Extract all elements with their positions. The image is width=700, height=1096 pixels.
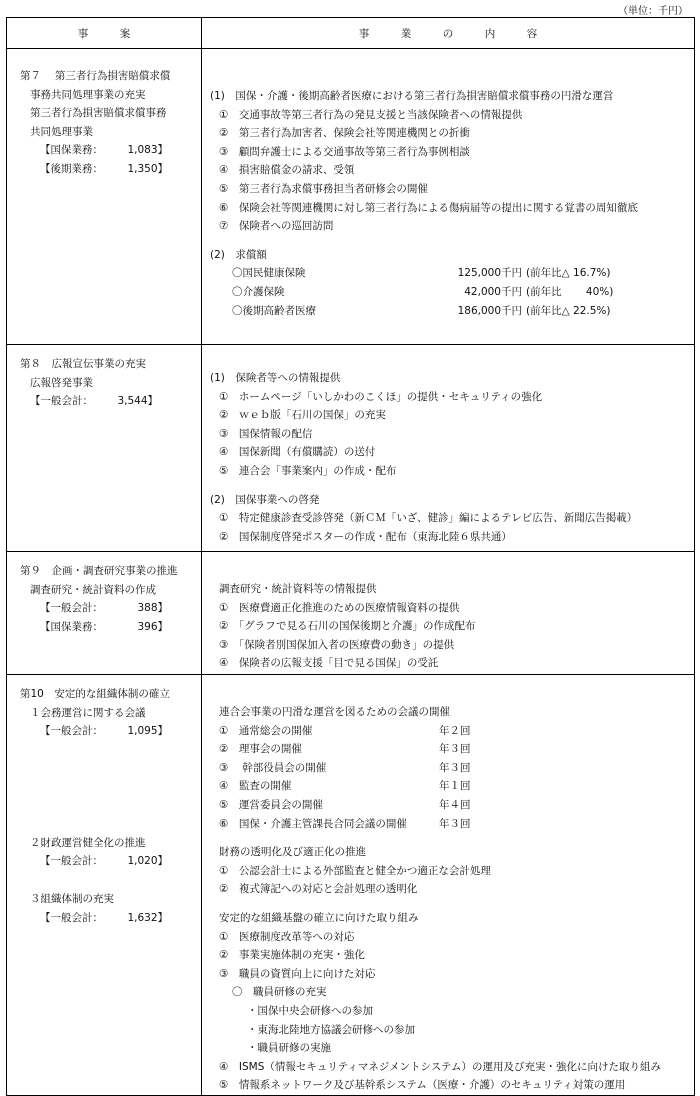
list-item: ④ 損害賠償金の請求、受領 <box>219 164 355 177</box>
meeting-row: ① 通常総会の開催 年２回 <box>219 724 471 737</box>
sub-title: ３組織体制の充実 <box>30 892 114 905</box>
case-title: 第７ 第三者行為損害賠償求償 <box>20 70 171 82</box>
list-item: ① 医療制度改革等への対応 <box>219 930 355 943</box>
case-cell-9 <box>7 552 202 675</box>
budget-line: 【国保業務： 396】 <box>40 620 168 633</box>
list-item: ① 医療費適正化推進のための医療情報資料の提供 <box>219 601 460 614</box>
list-item: ② 「グラフで見る石川の国保後期と介護」の作成配布 <box>219 620 476 633</box>
case-project: 共同処理事業 <box>30 125 93 138</box>
collection-row: 〇介護保険 42,000千円 (前年比 40%) <box>232 285 614 298</box>
list-item: ① 公認会計士による外部監査と健全かつ適正な会計処理 <box>219 864 491 877</box>
case-cell-8 <box>7 345 202 552</box>
content-heading: (2) 求償額 <box>210 248 267 261</box>
list-item: ② 事業実施体制の充実・強化 <box>219 949 365 962</box>
list-item: ⑤ 情報系ネットワーク及び基幹系システム（医療・介護）のセキュリティ対策の運用 <box>219 1079 626 1092</box>
list-item: ④ 国保新聞（有償購読）の送付 <box>219 446 376 459</box>
case-title: 第９ 企画・調査研究事業の推進 <box>20 565 178 577</box>
content-heading: 調査研究・統計資料等の情報提供 <box>219 583 377 595</box>
list-item: ④ ISMS（情報セキュリティマネジメントシステム）の運用及び充実・強化に向けた取り組み <box>219 1060 661 1073</box>
list-item: ⑦ 保険者への巡回訪問 <box>219 220 334 233</box>
header-case: 事 案 <box>7 18 202 49</box>
list-item: ③ 顧問弁護士による交通事故等第三者行為事例相談 <box>219 145 470 158</box>
list-item: ⑥ 保険会社等関連機関に対し第三者行為による傷病届等の提出に関する覚書の周知徹底 <box>219 201 638 214</box>
list-item: ① 交通事故等第三者行為の発見支援と当該保険者への情報提供 <box>219 108 523 121</box>
training-item: ・職員研修の実施 <box>247 1042 331 1055</box>
training-item: ・東海北陸地方協議会研修への参加 <box>247 1023 415 1036</box>
case-project: 調査研究・統計資料の作成 <box>30 583 156 596</box>
list-item: ③ 「保険者別国保加入者の医療費の動き」の提供 <box>219 638 455 651</box>
content-cell-8 <box>202 345 695 552</box>
list-item: ⑤ 第三者行為求償事務担当者研修会の開催 <box>219 182 428 195</box>
case-project: 第三者行為損害賠償求償事務 <box>30 107 167 120</box>
meeting-row: ③ 幹部役員会の開催 年３回 <box>219 761 471 774</box>
meeting-row: ④ 監査の開催 年１回 <box>219 780 471 793</box>
budget-line: 【一般会計： 3,544】 <box>30 395 158 408</box>
list-item: ① 特定健康診査受診啓発（新ＣＭ「いざ、健診」編によるテレビ広告、新聞広告掲載） <box>219 512 638 525</box>
meeting-row: ⑥ 国保・介護主管課長合同会議の開催 年３回 <box>219 817 471 830</box>
budget-line: 【後期業務： 1,350】 <box>40 162 168 175</box>
collection-row: 〇国民健康保険 125,000千円 (前年比△ 16.7%) <box>232 267 611 280</box>
list-item: ② 国保制度啓発ポスターの作成・配布（東海北陸６県共通） <box>219 530 512 543</box>
list-item: ① ホームページ「いしかわのこくほ」の提供・セキュリティの強化 <box>219 390 543 403</box>
sub-title: ２財政運営健全化の推進 <box>30 836 146 849</box>
meeting-row: ⑤ 運営委員会の開催 年４回 <box>219 798 471 811</box>
training-heading: 〇 職員研修の充実 <box>232 986 327 999</box>
case-project: 広報啓発事業 <box>30 376 93 389</box>
budget-line: 【一般会計： 1,632】 <box>40 911 168 924</box>
content-heading: (1) 国保・介護・後期高齢者医療における第三者行為損害賠償求償事務の円滑な運営 <box>210 90 614 102</box>
list-item: ② 複式簿記への対応と会計処理の透明化 <box>219 883 418 896</box>
case-title: 第８ 広報宣伝事業の充実 <box>20 358 146 370</box>
case-cell-10 <box>7 675 202 1096</box>
budget-line: 【一般会計： 1,020】 <box>40 855 168 868</box>
budget-line: 【一般会計： 388】 <box>40 602 168 615</box>
header-content: 事 業 の 内 容 <box>202 18 695 49</box>
content-heading: (1) 保険者等への情報提供 <box>210 372 341 384</box>
table-row <box>7 49 695 345</box>
business-plan-table <box>6 17 695 1096</box>
content-cell-7 <box>202 49 695 345</box>
content-heading: 財務の透明化及び適正化の推進 <box>219 846 366 859</box>
content-cell-9 <box>202 552 695 675</box>
table-row <box>7 552 695 675</box>
table-row <box>7 675 695 1096</box>
case-subtitle: 事務共同処理事業の充実 <box>30 88 146 101</box>
training-item: ・国保中央会研修への参加 <box>247 1004 373 1017</box>
content-heading: 連合会事業の円滑な運営を図るための会議の開催 <box>219 706 450 718</box>
collection-row: 〇後期高齢者医療 186,000千円 (前年比△ 22.5%) <box>232 304 611 317</box>
content-heading: 安定的な組織基盤の確立に向けた取り組み <box>219 911 419 924</box>
content-cell-10 <box>202 675 695 1096</box>
table-header-row <box>7 18 695 49</box>
budget-line: 【国保業務： 1,083】 <box>40 144 168 157</box>
list-item: ④ 保険者の広報支援「目で見る国保」の受託 <box>219 657 439 670</box>
list-item: ② ｗｅｂ版「石川の国保」の充実 <box>219 409 386 422</box>
list-item: ⑤ 連合会「事業案内」の作成・配布 <box>219 464 397 477</box>
unit-label: （単位：千円） <box>618 6 688 17</box>
list-item: ② 第三者行為加害者、保険会社等関連機関との折衝 <box>219 127 470 140</box>
table-row <box>7 345 695 552</box>
case-title: 第10 安定的な組織体制の確立 <box>20 688 170 700</box>
list-item: ③ 国保情報の配信 <box>219 427 313 440</box>
sub-title: １会務運営に関する会議 <box>30 706 146 719</box>
content-heading: (2) 国保事業への啓発 <box>210 493 320 506</box>
meeting-row: ② 理事会の開催 年３回 <box>219 743 471 756</box>
budget-line: 【一般会計： 1,095】 <box>40 725 168 738</box>
list-item: ③ 職員の資質向上に向けた対応 <box>219 967 376 980</box>
case-cell-7 <box>7 49 202 345</box>
